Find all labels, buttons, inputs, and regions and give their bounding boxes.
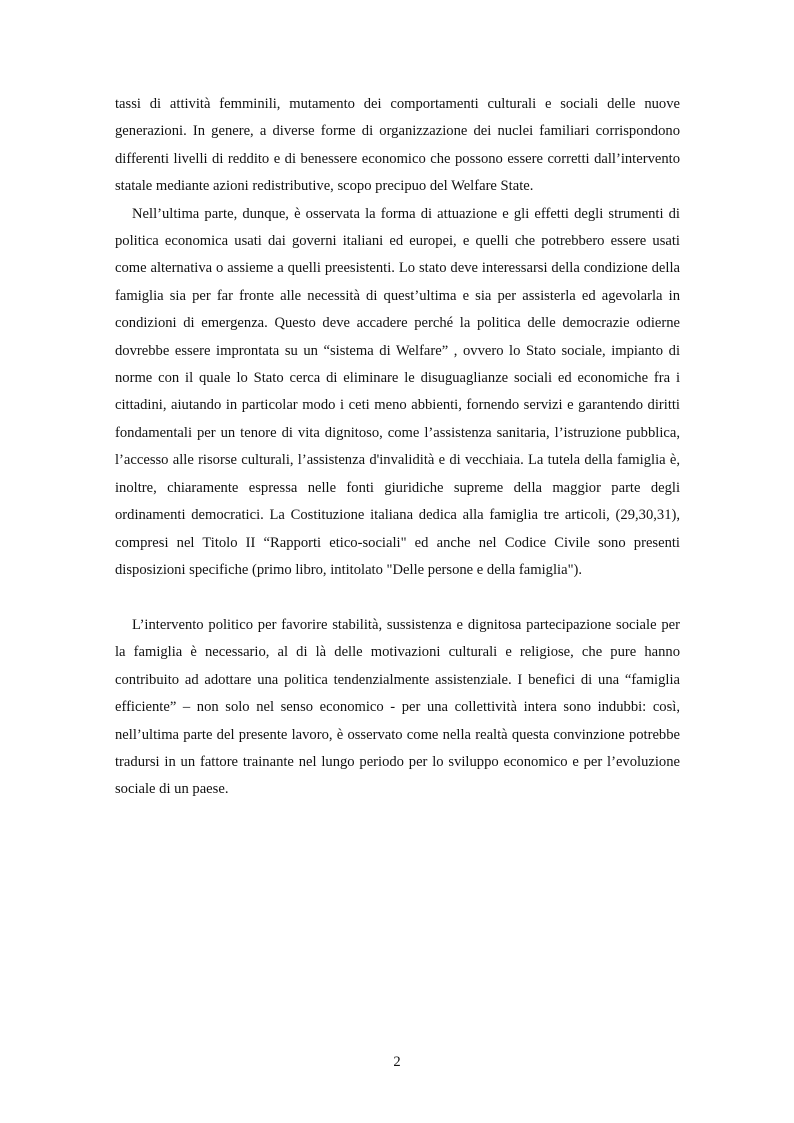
paragraph-continuation: tassi di attività femminili, mutamento dei comportamenti culturali e sociali delle nuove generazioni. In genere, a diverse forme di organizzazione dei nuclei familiari corrispondono differenti livelli di reddito e di benessere economico che possono essere corretti dall’intervento statale mediante azioni redistributive, scopo precipuo del Welfare State. [115, 96, 680, 195]
paragraph-political-intervention: L’intervento politico per favorire stabilità, sussistenza e dignitosa partecipazione sociale per la famiglia è necessario, al di là delle motivazioni culturali e religiose, che pure hanno contribuito ad adottare una politica tendenzialmente assistenziale. I benefici di una “famiglia efficiente” – non solo nel senso economico - per una collettività intera sono indubbi: così, nell’ultima parte del presente lavoro, è osservato come nella realtà questa convinzione potrebbe tradursi in un fattore trainante nel lungo periodo per lo sviluppo economico e per l’evoluzione sociale di un paese. [115, 616, 680, 798]
body-text [115, 91, 680, 804]
page-number: 2 [393, 1054, 401, 1070]
paragraph-spacer [115, 584, 680, 612]
paragraph-welfare-policy: Nell’ultima parte, dunque, è osservata la forma di attuazione e gli effetti degli strumenti di politica economica usati dai governi italiani ed europei, e quelli che potrebbero essere usati come alternativa o assieme a quelli preesistenti. Lo stato deve interessarsi della condizione della famiglia sia per far fronte alle necessità di quest’ultima e sia per assisterla ed agevolarla in condizioni di emergenza. Questo deve accadere perché la politica delle democrazie odierne dovrebbe essere improntata su un “sistema di Welfare” , ovvero lo Stato sociale, impianto di norme con il quale lo Stato cerca di eliminare le disuguaglianze sociali ed economiche fra i cittadini, aiutando in particolar modo i ceti meno abbienti, fornendo servizi e garantendo diritti fondamentali per un tenore di vita dignitoso, come l’assistenza sanitaria, l’istruzione pubblica, l’accesso alle risorse culturali, l’assistenza d'invalidità e di vecchiaia. La tutela della famiglia è, inoltre, chiaramente espressa nelle fonti giuridiche supreme della maggior parte degli ordinamenti democratici. La Costituzione italiana dedica alla famiglia tre articoli, (29,30,31), compresi nel Titolo II “Rapporti etico-sociali" ed anche nel Codice Civile sono presenti disposizioni specifiche (primo libro, intitolato "Delle persone e della famiglia"). [115, 205, 680, 578]
